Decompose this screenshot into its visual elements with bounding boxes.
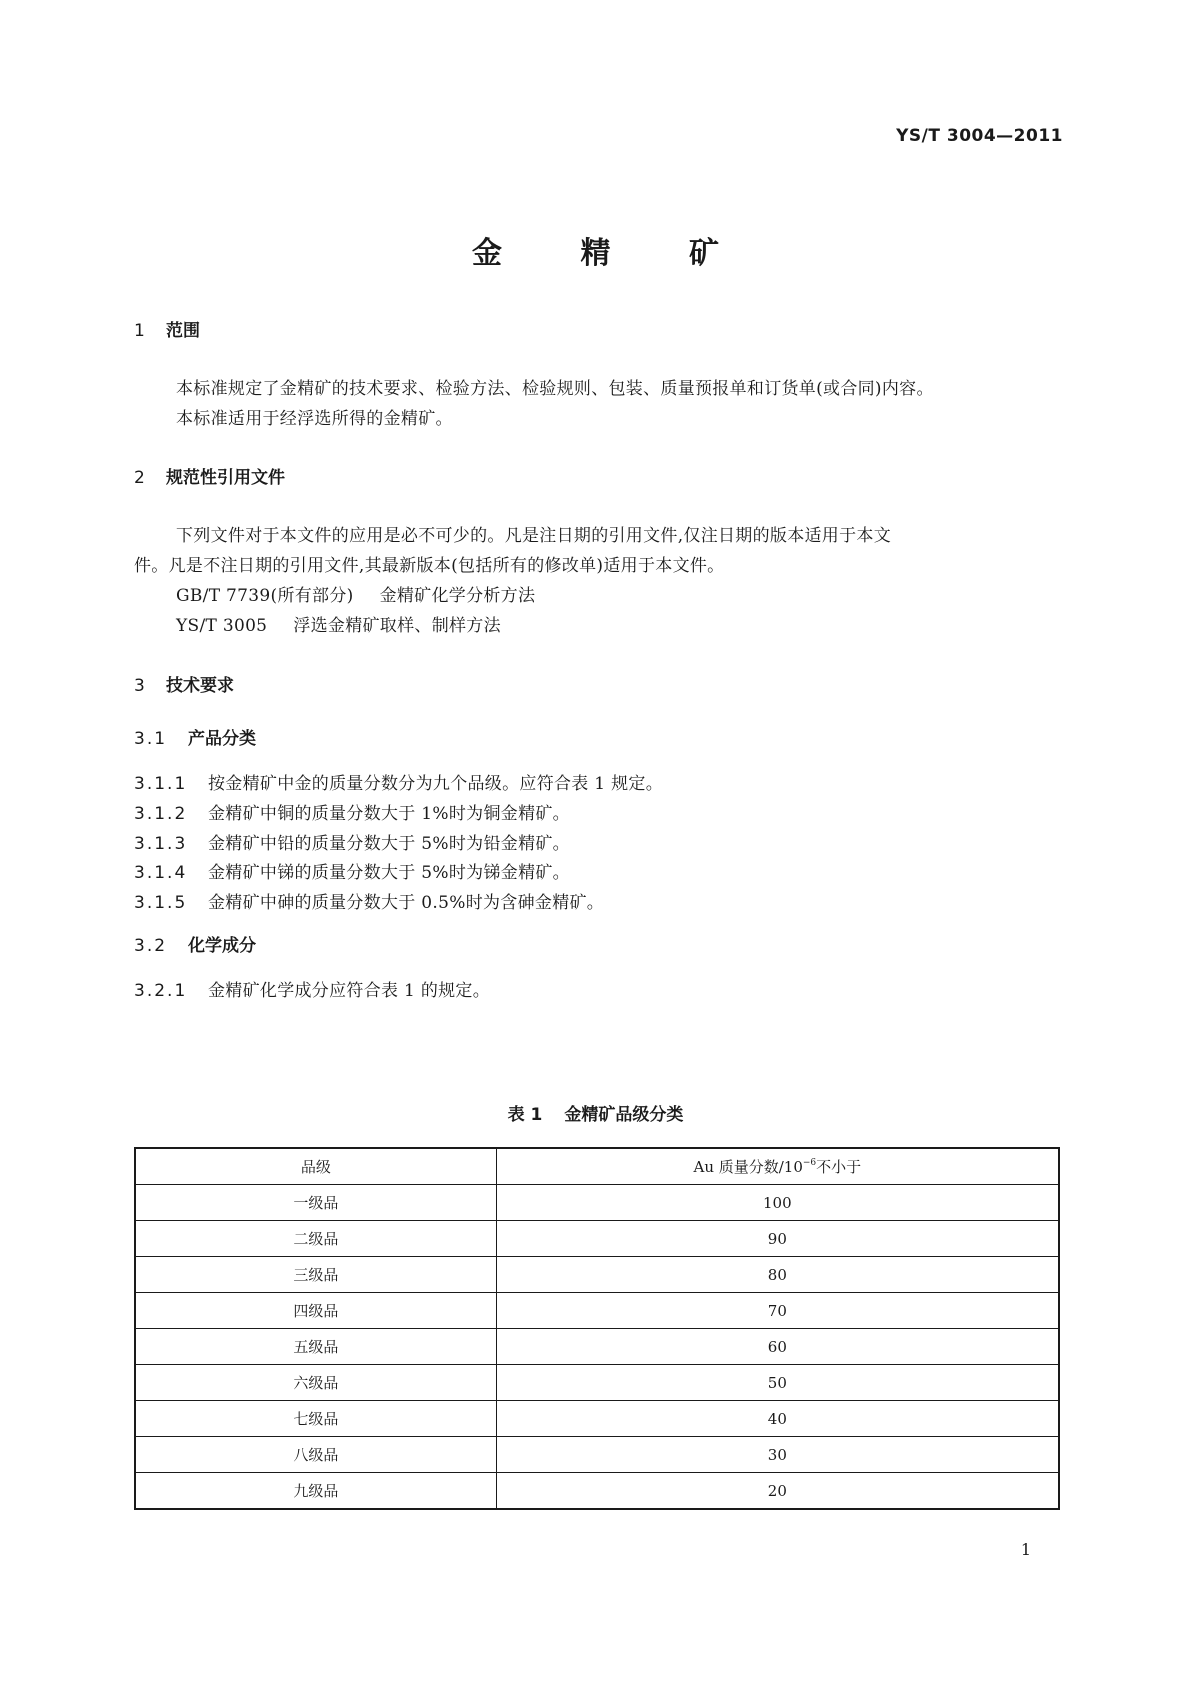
clause-number: 3.1.1 <box>134 774 188 794</box>
grade-cell: 九级品 <box>135 1473 496 1510</box>
table-row <box>135 1185 1059 1221</box>
paragraph: 本标准规定了金精矿的技术要求、检验方法、检验规则、包装、质量预报单和订货单(或合同)内容。 <box>176 379 934 399</box>
title-char-1: 金 <box>472 236 503 271</box>
clause-text: 金精矿中锑的质量分数大于 5%时为锑金精矿。 <box>208 863 570 883</box>
section-1-heading <box>134 316 200 341</box>
grade-cell: 四级品 <box>135 1293 496 1329</box>
table-row <box>135 1221 1059 1257</box>
subsection-number: 3.2 <box>134 936 168 956</box>
table-row <box>135 1329 1059 1365</box>
value-cell: 100 <box>496 1185 1059 1221</box>
table-label: 表 1 <box>507 1105 543 1125</box>
grade-cell: 七级品 <box>135 1401 496 1437</box>
grade-cell: 一级品 <box>135 1185 496 1221</box>
subsection-title: 产品分类 <box>188 729 256 749</box>
clause <box>134 799 570 824</box>
value-cell: 90 <box>496 1221 1059 1257</box>
reference-title: 浮选金精矿取样、制样方法 <box>293 616 501 636</box>
table-caption <box>0 1100 1191 1125</box>
section-2-heading <box>134 463 285 488</box>
grade-cell: 六级品 <box>135 1365 496 1401</box>
clause-number: 3.1.2 <box>134 804 188 824</box>
value-cell: 20 <box>496 1473 1059 1510</box>
grade-cell: 三级品 <box>135 1257 496 1293</box>
subsection-3-1-heading <box>134 724 256 749</box>
subsection-title: 化学成分 <box>188 936 256 956</box>
clause <box>134 769 663 794</box>
clause-text: 按金精矿中金的质量分数分为九个品级。应符合表 1 规定。 <box>208 774 664 794</box>
clause-number: 3.1.4 <box>134 863 188 883</box>
value-cell: 40 <box>496 1401 1059 1437</box>
clause-number: 3.1.5 <box>134 893 188 913</box>
table-row <box>135 1437 1059 1473</box>
grade-cell: 八级品 <box>135 1437 496 1473</box>
value-cell: 60 <box>496 1329 1059 1365</box>
clause <box>134 888 604 913</box>
clause-number: 3.1.3 <box>134 834 188 854</box>
section-title: 技术要求 <box>166 676 234 696</box>
section-number: 1 <box>134 321 145 341</box>
reference-title: 金精矿化学分析方法 <box>379 586 536 606</box>
column-header-grade: 品级 <box>135 1148 496 1185</box>
value-cell: 80 <box>496 1257 1059 1293</box>
table-header-row <box>135 1148 1059 1185</box>
table-row <box>135 1365 1059 1401</box>
reference-code: GB/T 7739(所有部分) <box>176 586 354 606</box>
value-cell: 70 <box>496 1293 1059 1329</box>
table-row <box>135 1293 1059 1329</box>
au-header-suffix: 不小于 <box>816 1158 862 1176</box>
clause <box>134 858 570 883</box>
grade-cell: 二级品 <box>135 1221 496 1257</box>
paragraph: 下列文件对于本文件的应用是必不可少的。凡是注日期的引用文件,仅注日期的版本适用于本文 <box>176 526 892 546</box>
section-title: 规范性引用文件 <box>166 468 285 488</box>
column-header-au <box>496 1148 1059 1185</box>
section-number: 2 <box>134 468 145 488</box>
clause-text: 金精矿中砷的质量分数大于 0.5%时为含砷金精矿。 <box>208 893 605 913</box>
clause-number: 3.2.1 <box>134 981 188 1001</box>
reference-code: YS/T 3005 <box>176 616 268 636</box>
paragraph: 件。凡是不注日期的引用文件,其最新版本(包括所有的修改单)适用于本文件。 <box>134 556 725 576</box>
value-cell: 50 <box>496 1365 1059 1401</box>
section-number: 3 <box>134 676 145 696</box>
reference-item <box>176 611 501 636</box>
title-char-2: 精 <box>580 236 611 271</box>
clause-text: 金精矿化学成分应符合表 1 的规定。 <box>208 981 491 1001</box>
clause-text: 金精矿中铜的质量分数大于 1%时为铜金精矿。 <box>208 804 570 824</box>
section-3-heading <box>134 671 234 696</box>
document-title <box>0 228 1191 272</box>
au-header-prefix: Au 质量分数/10 <box>693 1158 803 1176</box>
reference-item <box>176 581 535 606</box>
standard-code: YS/T 3004—2011 <box>896 126 1063 146</box>
table-title: 金精矿品级分类 <box>564 1105 684 1125</box>
value-cell: 30 <box>496 1437 1059 1473</box>
paragraph: 本标准适用于经浮选所得的金精矿。 <box>176 409 453 429</box>
clause <box>134 976 490 1001</box>
subsection-number: 3.1 <box>134 729 168 749</box>
section-title: 范围 <box>166 321 200 341</box>
table-row <box>135 1473 1059 1510</box>
table-row <box>135 1401 1059 1437</box>
grade-cell: 五级品 <box>135 1329 496 1365</box>
subsection-3-2-heading <box>134 931 256 956</box>
grade-table <box>134 1147 1060 1510</box>
page-number: 1 <box>1020 1540 1031 1559</box>
table-row <box>135 1257 1059 1293</box>
clause <box>134 829 570 854</box>
title-char-3: 矿 <box>688 236 719 271</box>
clause-text: 金精矿中铅的质量分数大于 5%时为铅金精矿。 <box>208 834 570 854</box>
au-header-exponent: −6 <box>802 1158 817 1168</box>
